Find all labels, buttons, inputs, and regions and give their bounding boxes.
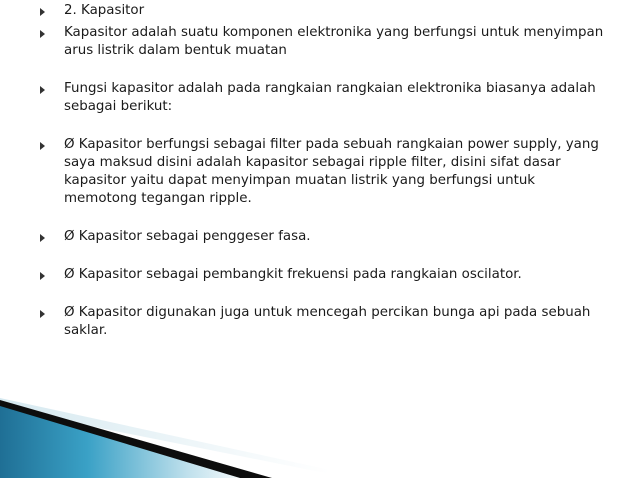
- bullet-item-functions-intro: [40, 80, 610, 116]
- bullet-item-definition: [40, 24, 610, 60]
- bullet-text: Ø Kapasitor berfungsi sebagai filter pada sebuah rangkaian power supply, yang saya maksud disini adalah kapasitor sebagai ripple filter, disini sifat dasar kapasitor yaitu dapat menyimpan muatan listrik yang berfungsi untuk memotong tegangan ripple.: [64, 137, 599, 206]
- bullet-item-oscillator: [40, 266, 610, 284]
- bullet-arrow-icon: [40, 142, 45, 150]
- bullet-text: 2. Kapasitor: [64, 3, 145, 18]
- bullet-text: Kapasitor adalah suatu komponen elektronika yang berfungsi untuk menyimpan arus listrik dalam bentuk muatan: [64, 25, 604, 58]
- bullet-arrow-icon: [40, 8, 45, 16]
- bullet-arrow-icon: [40, 272, 45, 280]
- slide-corner-decoration: [0, 398, 638, 478]
- bullet-arrow-icon: [40, 30, 45, 38]
- bullet-text: Ø Kapasitor digunakan juga untuk mencegah percikan bunga api pada sebuah saklar.: [64, 305, 591, 338]
- bullet-arrow-icon: [40, 310, 45, 318]
- bullet-item-filter: [40, 136, 610, 208]
- bullet-text: Ø Kapasitor sebagai penggeser fasa.: [64, 229, 311, 244]
- bullet-item-phase-shifter: [40, 228, 610, 246]
- bullet-arrow-icon: [40, 234, 45, 242]
- bullet-item-spark-prevention: [40, 304, 610, 340]
- bullet-text: Ø Kapasitor sebagai pembangkit frekuensi pada rangkaian oscilator.: [64, 267, 522, 282]
- bullet-list: [40, 2, 610, 360]
- bullet-text: Fungsi kapasitor adalah pada rangkaian rangkaian elektronika biasanya adalah sebagai berikut:: [64, 81, 596, 114]
- bullet-arrow-icon: [40, 86, 45, 94]
- bullet-item-heading: [40, 2, 610, 20]
